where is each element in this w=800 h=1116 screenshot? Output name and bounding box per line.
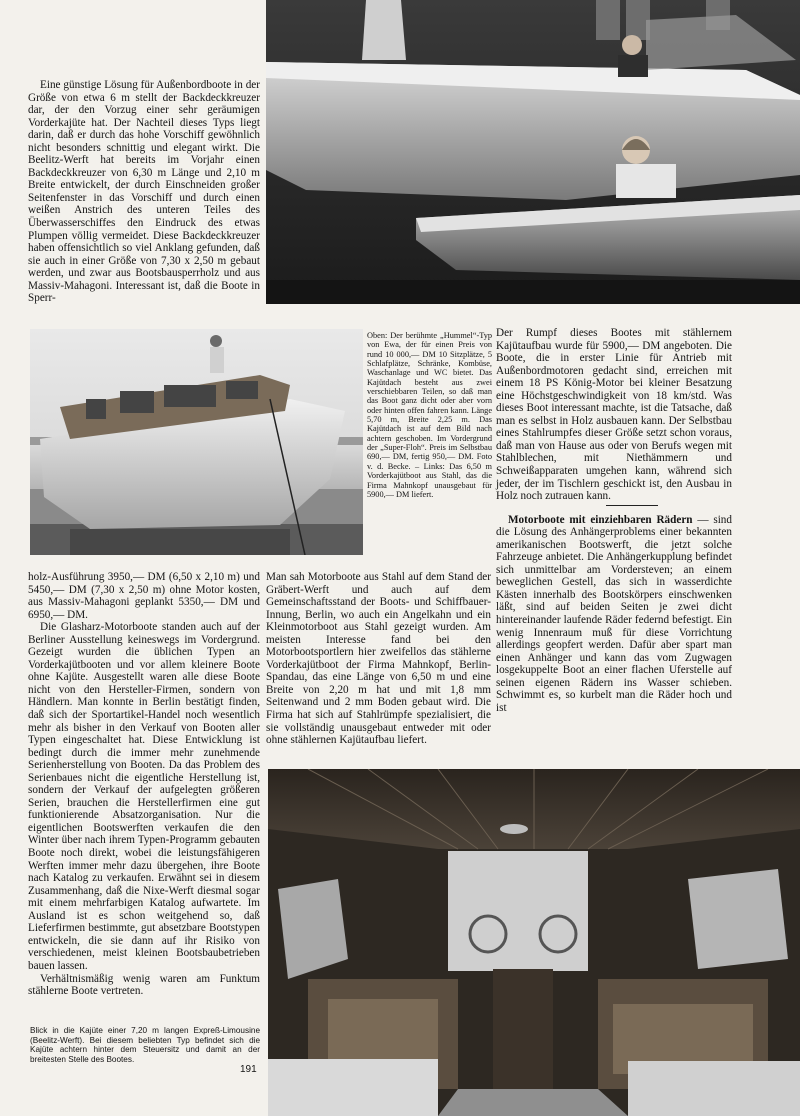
section-heading: Motorboote mit einziehbaren Rädern xyxy=(508,513,693,526)
separator-line xyxy=(606,505,658,506)
photo-caption-bottom xyxy=(30,1026,260,1065)
text-column-bottom-middle xyxy=(266,571,491,747)
paragraph-motorboote xyxy=(496,514,732,715)
page-number: 191 xyxy=(240,1064,257,1075)
text-column-top-left xyxy=(28,79,260,305)
section-body: — sind die Lösung des Anhängerproblems einer bekannten amerikanischen Bootswerft, die jetzt solche Fahrzeuge anbietet. Die Anhängerkupplung befindet sich unmittelbar am Vordersteven; an einem beweglichen Gestell, das sich in wasserdichte Kästen innerhalb des Bootskörpers einschwenken läßt, sind auf beiden Seiten je zwei dicht hintereinander laufende Räder federnd befestigt. Ein wenig Innenraum muß für diese Vorrichtung allerdings geopfert werden. Dafür aber spart man einen Anhänger und kann das vom Zugwagen losgekuppelte Boot an einer flachen Uferstelle auf seinen eigenen Rädern ins Wasser schieben. Schwimmt es, so kurbelt man die Räder hoch und ist xyxy=(496,513,732,714)
paragraph: Der Rumpf dieses Bootes mit stählernem Kajütaufbau wurde für 5900,— DM angeboten. Die Boote, die in erster Linie für Antrieb mit Außenbordmotoren gedacht sind, erreichen mit einem 18 PS König-Motor bei kleiner Besatzung eine Höchstgeschwindigkeit von 18 km/std. Was dieses Boot interessant machte, ist die Tatsache, daß man es selbst in Holz ausbauen kann. Der Selbstbau eines Stahlrumpfes dieser Größe setzt schon voraus, daß man von Hause aus oder von Berufs wegen mit Stahlblechen, mit Niethämmern und Schweißapparaten umgehen kann, während sich jeder, der im Tischlern geschickt ist, den Ausbau in Holz noch zutrauen kann. xyxy=(496,327,732,503)
text-column-right xyxy=(496,327,732,714)
paragraph: holz-Ausführung 3950,— DM (6,50 x 2,10 m) und 5450,— DM (7,30 x 2,50 m) ohne Motor kosten, aus Massiv-Mahagoni geplankt 5350,— DM und 6950,— DM. xyxy=(28,571,260,621)
photo-hummel-and-super-floh xyxy=(266,0,800,304)
paragraph: Eine günstige Lösung für Außenbordboote in der Größe von etwa 6 m stellt der Backdeckkreuzer dar, der den Vorzug einer sehr geräumigen Vorderkajüte hat. Der Nachteil dieses Typs liegt darin, daß er durch das hohe Vorschiff gewöhnlich nicht besonders schnittig und elegant wirkt. Die Beelitz-Werft hat bereits im Vorjahr einen Backdeckkreuzer von 6,30 m Länge und 2,10 m Breite entwickelt, der durch Einschneiden großer Seitenfenster in das Vorschiff und durch einen weißen Anstrich des unteren Teiles des Überwasserschiffes den Eindruck des etwas Plumpen völlig vermeidet. Diese Backdeckkreuzer haben offensichtlich so viel Anklang gefunden, daß sie auch in einer Größe von 7,30 x 2,50 m gebaut werden, und zwar aus Bootsbausperrholz und aus Massiv-Mahagoni. Interessant ist, daß die Boote in Sperr- xyxy=(28,79,260,305)
paragraph: Man sah Motorboote aus Stahl auf dem Stand der Gräbert-Werft und auch auf dem Gemeinschaftsstand der Boots- und Schiffbauer-Innung, Berlin, wo auch ein Angelkahn und ein Kleinmotorboot aus Stahl gezeigt wurden. Am meisten Interesse fand bei den Motorbootsportlern hier zweifellos das stählerne Vorderkajütboot der Firma Mahnkopf, Berlin-Spandau, das eine Länge von 6,50 m und eine Breite von 2,20 m hat und mit 1,8 mm Seitenwand und 2 mm Boden gebaut wird. Die Firma hat sich auf Stahlrümpfe spezialisiert, die sie vollständig unausgebaut entweder mit oder ohne stählernen Kajütaufbau liefert. xyxy=(266,571,491,747)
text-column-bottom-left xyxy=(28,571,260,998)
photo-caption-top xyxy=(367,331,492,499)
paragraph: Verhältnismäßig wenig waren am Funktum stählerne Boote vertreten. xyxy=(28,972,260,998)
caption-text: Blick in die Kajüte einer 7,20 m langen Expreß-Limousine (Beelitz-Werft). Bei diesem beliebten Typ befindet sich die Kajüte achtern hinter dem Steuersitz und damit an der breitesten Stelle des Bootes. xyxy=(30,1026,260,1065)
paragraph: Die Glasharz-Motorboote standen auch auf der Berliner Ausstellung keineswegs im Vordergrund. Gezeigt wurden die üblichen Typen an Vorderkajütbooten und vor allem kleinere Boote ohne Kajüte. Ausgestellt waren alle diese Boote nicht von den Hersteller-Firmen, sondern von Händlern. Man konnte in Berlin bestätigt finden, daß sich der Sportartikel-Handel noch wesentlich mehr als bisher in den Verkauf von Booten aller Typen eingeschaltet hat. Diese Entwicklung ist bedingt durch die immer mehr zunehmende Serienherstellung von Booten. Da das Problem des Serienbaues nicht die eigentliche Herstellung ist, sondern der Verkauf der aufgelegten größeren Serien, brauchen die Herstellerfirmen eine gut funktionierende Absatzorganisation. Nur die eigentlichen Bootswerften verkaufen die den Winter über nach ihrem Typen-Programm gebauten Boote noch direkt, wobei die leistungsfähigeren Werften immer mehr dazu übergehen, ihre Boote nach Katalog zu verkaufen. Erwähnt sei in diesem Zusammenhang, daß die Nixe-Werft diesmal sogar mit einem mehrfarbigen Katalog aufwartete. Im Ausland ist es schon weitgehend so, daß Lieferfirmen bestimmte, gut absetzbare Bootstypen entwickeln, die sie dann auf ihr Risiko von verschiedenen, meist kleinen Bootsbaubetrieben bauen lassen. xyxy=(28,621,260,972)
photo-cabin-interior xyxy=(268,769,800,1116)
caption-text: Oben: Der berühmte „Hummel“-Typ von Ewa, der für einen Preis von rund 10 000,— DM 10 Sitzplätze, 5 Schlafplätze, Schränke, Kombüse, Waschanlage und WC bietet. Das Kajütdach besteht aus zwei verschiebbaren Teilen, so daß man das Boot ganz dicht oder aber vorn oder hinten offen fahren kann. Länge 5,70 m, Breite 2,25 m. Das Kajütdach ist auf dem Bild nach achtern geschoben. Im Vordergrund der „Super-Floh“. Preis im Selbstbau 690,— DM, fertig 950,— DM. Foto v. d. Becke. – Links: Das 6,50 m Vorderkajütboot aus Stahl, das die Firma Mahnkopf unausgebaut für 5900,— DM liefert. xyxy=(367,331,492,499)
photo-steel-cabin-boat xyxy=(30,329,363,555)
